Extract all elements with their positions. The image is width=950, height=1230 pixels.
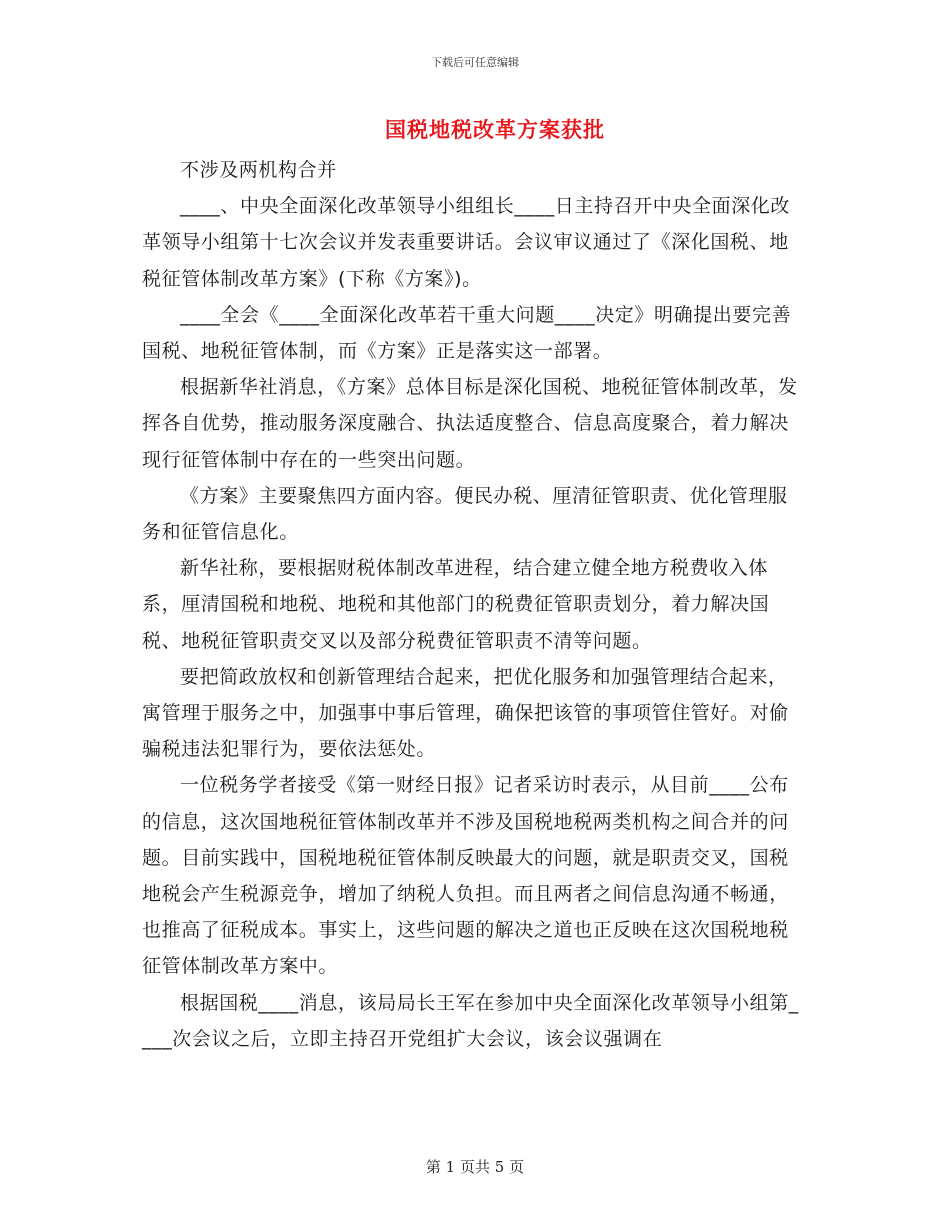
paragraph: 不涉及两机构合并	[180, 159, 337, 181]
document-title: 国税地税改革方案获批	[385, 117, 605, 142]
paragraph: 新华社称，要根据财税体制改革进程，结合建立健全地方税费收入体系，厘清国税和地税、地税和其他部门的税费征管职责划分，着力解决国税、地税征管职责交叉以及部分税费征管职责不清等问题。	[142, 557, 770, 652]
paragraph: 一位税务学者接受《第一财经日报》记者采访时表示，从目前____公布的信息，这次国地税征管体制改革并不涉及国税地税两类机构之间合并的问题。目前实践中，国税地税征管体制反映最大的问题，就是职责交叉，国税地税会产生税源竞争，增加了纳税人负担。而且两者之间信息沟通不畅通，也推高了征税成本。事实上，这些问题的解决之道也正反映在这次国税地税征管体制改革方案中。	[142, 774, 789, 978]
paragraph: 要把简政放权和创新管理结合起来，把优化服务和加强管理结合起来，寓管理于服务之中，加强事中事后管理，确保把该管的事项管住管好。对偷骗税违法犯罪行为，要依法惩处。	[142, 665, 789, 761]
paragraph: ____全会《____全面深化改革若干重大问题____决定》明确提出要完善国税、地税征管体制，而《方案》正是落实这一部署。	[142, 303, 792, 363]
paragraph: 根据国税____消息，该局局长王军在参加中央全面深化改革领导小组第____次会议之后，立即主持召开党组扩大会议，该会议强调在	[142, 991, 799, 1050]
paragraph: ____、中央全面深化改革领导小组组长____日主持召开中央全面深化改革领导小组第十七次会议并发表重要讲话。会议审议通过了《深化国税、地税征管体制改革方案》(下称《方案》)。	[142, 195, 791, 290]
paragraph: 根据新华社消息，《方案》总体目标是深化国税、地税征管体制改革，发挥各自优势，推动服务深度融合、执法适度整合、信息高度聚合，着力解决现行征管体制中存在的一些突出问题。	[142, 376, 798, 471]
document-body	[142, 152, 802, 1057]
paragraph: 《方案》主要聚焦四方面内容。便民办税、厘清征管职责、优化管理服务和征管信息化。	[142, 484, 788, 544]
header-note: 下载后可任意编辑	[431, 56, 519, 69]
page-footer: 第 1 页共 5 页	[425, 1158, 525, 1176]
